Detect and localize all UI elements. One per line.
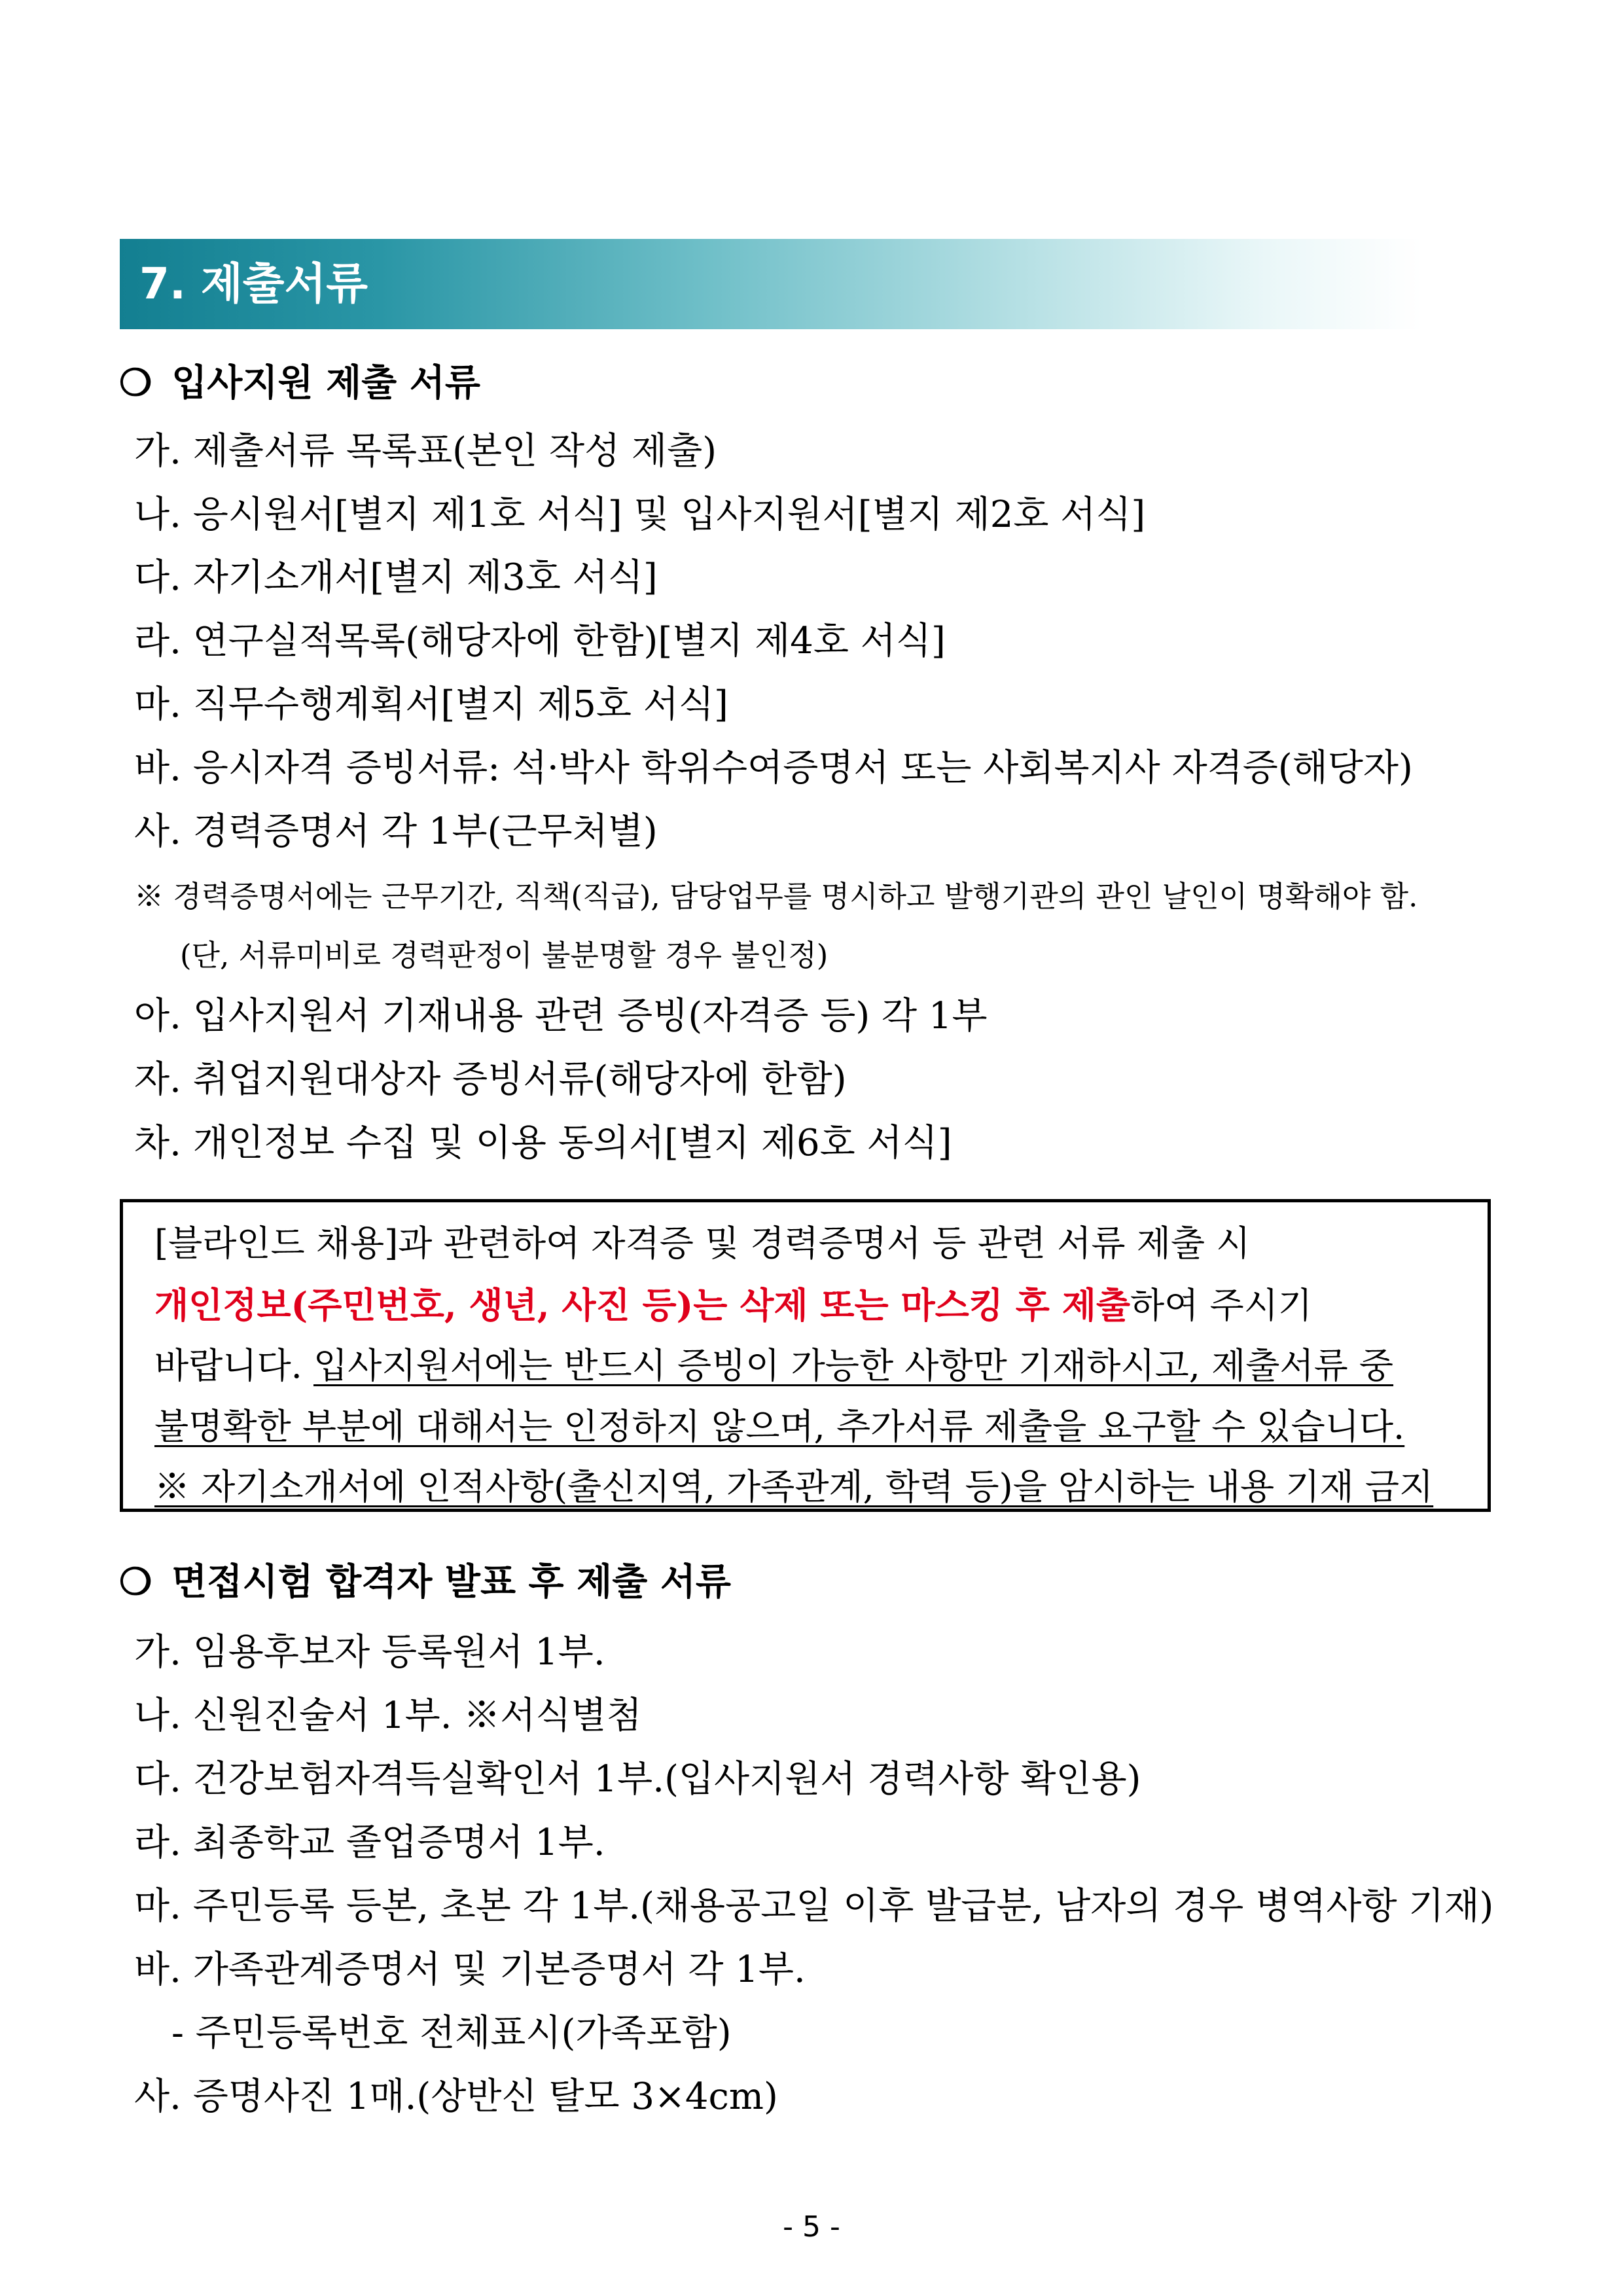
notice-text: 하여 주시기 bbox=[1130, 1285, 1313, 1326]
section-title-banner bbox=[120, 239, 1422, 329]
list-item: 차. 개인정보 수집 및 이용 동의서[별지 제6호 서식] bbox=[134, 1122, 952, 1164]
notice-underlined-text: 입사지원서에는 반드시 증빙이 가능한 사항만 기재하시고, 제출서류 중 bbox=[313, 1345, 1394, 1386]
notice-line: [블라인드 채용]과 관련하여 자격증 및 경력증명서 등 관련 서류 제출 시 bbox=[154, 1223, 1251, 1264]
list-item: 바. 응시자격 증빙서류: 석·박사 학위수여증명서 또는 사회복지사 자격증(해당자) bbox=[134, 747, 1413, 789]
list-item: 다. 건강보험자격득실확인서 1부.(입사지원서 경력사항 확인용) bbox=[134, 1758, 1141, 1801]
list-item: 가. 제출서류 목록표(본인 작성 제출) bbox=[134, 430, 717, 473]
list-item: 사. 경력증명서 각 1부(근무처별) bbox=[134, 810, 658, 853]
notice-underlined-text: ※ 자기소개서에 인적사항(출신지역, 가족관계, 학력 등)을 암시하는 내용 기재 금지 bbox=[154, 1466, 1434, 1507]
list-item: 아. 입사지원서 기재내용 관련 증빙(자격증 등) 각 1부 bbox=[134, 995, 988, 1037]
list-item: 마. 주민등록 등본, 초본 각 1부.(채용공고일 이후 발급분, 남자의 경우 병역사항 기재) bbox=[134, 1885, 1494, 1928]
heading-text: 면접시험 합격자 발표 후 제출 서류 bbox=[171, 1560, 732, 1604]
list-item: 사. 증명사진 1매.(상반신 탈모 3×4cm) bbox=[134, 2075, 778, 2118]
notice-highlight: 개인정보(주민번호, 생년, 사진 등)는 삭제 또는 마스킹 후 제출 bbox=[154, 1284, 1131, 1326]
notice-line bbox=[154, 1282, 1312, 1329]
notice-line bbox=[154, 1464, 1433, 1510]
list-item: 나. 응시원서[별지 제1호 서식] 및 입사지원서[별지 제2호 서식] bbox=[134, 493, 1146, 536]
note-line: (단, 서류미비로 경력판정이 불분명할 경우 불인정) bbox=[180, 938, 829, 973]
note-line: ※ 경력증명서에는 근무기간, 직책(직급), 담당업무를 명시하고 발행기관의 관인 날인이 명확해야 함. bbox=[134, 879, 1418, 914]
section-title: 7. 제출서류 bbox=[139, 259, 368, 309]
list-item: 바. 가족관계증명서 및 기본증명서 각 1부. bbox=[134, 1948, 806, 1991]
list-item: 나. 신원진술서 1부. ※서식별첨 bbox=[134, 1695, 642, 1737]
sub-list-item: - 주민등록번호 전체표시(가족포함) bbox=[171, 2012, 732, 2054]
circle-bullet-icon: ❍ bbox=[119, 1560, 152, 1604]
circle-bullet-icon: ❍ bbox=[119, 361, 152, 404]
notice-line bbox=[154, 1343, 1393, 1389]
list-item: 다. 자기소개서[별지 제3호 서식] bbox=[134, 556, 658, 599]
list-item: 라. 최종학교 졸업증명서 1부. bbox=[134, 1821, 605, 1864]
notice-underlined-text: 불명확한 부분에 대해서는 인정하지 않으며, 추가서류 제출을 요구할 수 있습니다. bbox=[154, 1406, 1405, 1447]
application-docs-heading bbox=[119, 360, 480, 406]
interview-docs-heading bbox=[119, 1559, 731, 1605]
heading-text: 입사지원 제출 서류 bbox=[171, 361, 480, 404]
list-item: 자. 취업지원대상자 증빙서류(해당자에 한함) bbox=[134, 1058, 847, 1101]
page-number: - 5 - bbox=[783, 2210, 840, 2244]
list-item: 가. 임용후보자 등록원서 1부. bbox=[134, 1631, 605, 1674]
list-item: 라. 연구실적목록(해당자에 한함)[별지 제4호 서식] bbox=[134, 620, 946, 662]
notice-box bbox=[120, 1199, 1491, 1512]
notice-line bbox=[154, 1404, 1404, 1450]
list-item: 마. 직무수행계획서[별지 제5호 서식] bbox=[134, 683, 728, 726]
notice-text: 바랍니다. bbox=[154, 1345, 313, 1386]
